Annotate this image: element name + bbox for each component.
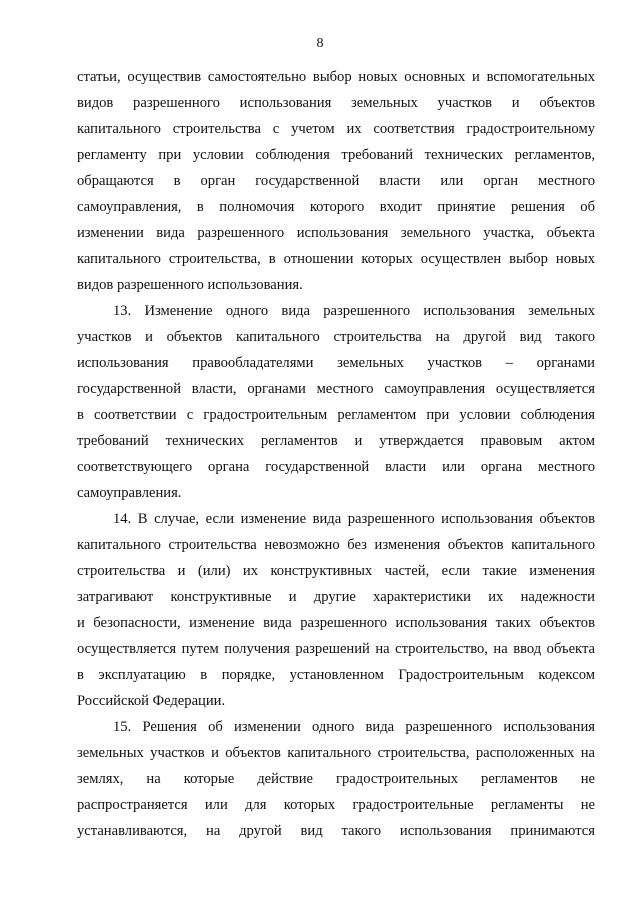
text-line: земельных участков и объектов капитального строительства, расположенных на — [77, 745, 595, 761]
text-line: 15. Решения об изменении одного вида разрешенного использования — [113, 719, 595, 735]
text-line: землях, на которые действие градостроительных регламентов не — [77, 771, 595, 787]
text-line: Российской Федерации. — [77, 693, 226, 709]
document-body — [77, 64, 595, 844]
text-line: 14. В случае, если изменение вида разрешенного использования объектов — [113, 511, 595, 527]
text-line: государственной власти, органами местного самоуправления осуществляется — [77, 381, 595, 397]
text-line: изменении вида разрешенного использования земельного участка, объекта — [77, 225, 595, 241]
text-line: соответствующего органа государственной власти или органа местного — [77, 459, 595, 475]
text-line: использования правообладателями земельных участков – органами — [77, 355, 595, 371]
text-line: в соответствии с градостроительным регламентом при условии соблюдения — [77, 407, 595, 423]
text-line: обращаются в орган государственной власти или орган местного — [77, 173, 595, 189]
text-line: видов разрешенного использования. — [77, 277, 303, 293]
text-line: требований технических регламентов и утверждается правовым актом — [77, 433, 595, 449]
text-line: регламенту при условии соблюдения требований технических регламентов, — [77, 147, 595, 163]
text-line: 13. Изменение одного вида разрешенного использования земельных — [113, 303, 595, 319]
text-line: статьи, осуществив самостоятельно выбор новых основных и вспомогательных — [77, 69, 595, 85]
text-line: осуществляется путем получения разрешений на строительство, на ввод объекта — [77, 641, 595, 657]
text-line: участков и объектов капитального строительства на другой вид такого — [77, 329, 595, 345]
page-number: 8 — [316, 36, 324, 51]
text-line: строительства и (или) их конструктивных частей, если такие изменения — [77, 563, 595, 579]
text-line: устанавливаются, на другой вид такого использования принимаются — [77, 823, 595, 839]
text-line: затрагивают конструктивные и другие характеристики их надежности — [77, 589, 595, 605]
text-line: капитального строительства, в отношении которых осуществлен выбор новых — [77, 251, 595, 267]
text-line: капитального строительства невозможно без изменения объектов капитального — [77, 537, 595, 553]
text-line: и безопасности, изменение вида разрешенного использования таких объектов — [77, 615, 595, 631]
text-line: капитального строительства с учетом их соответствия градостроительному — [77, 121, 595, 137]
paragraph-13 — [77, 298, 595, 506]
paragraph-continuation — [77, 64, 595, 298]
text-line: в эксплуатацию в порядке, установленном Градостроительным кодексом — [77, 667, 595, 683]
text-line: распространяется или для которых градостроительные регламенты не — [77, 797, 595, 813]
text-line: самоуправления. — [77, 485, 182, 501]
paragraph-15 — [77, 714, 595, 844]
text-line: видов разрешенного использования земельных участков и объектов — [77, 95, 595, 111]
paragraph-14 — [77, 506, 595, 714]
text-line: самоуправления, в полномочия которого входит принятие решения об — [77, 199, 595, 215]
